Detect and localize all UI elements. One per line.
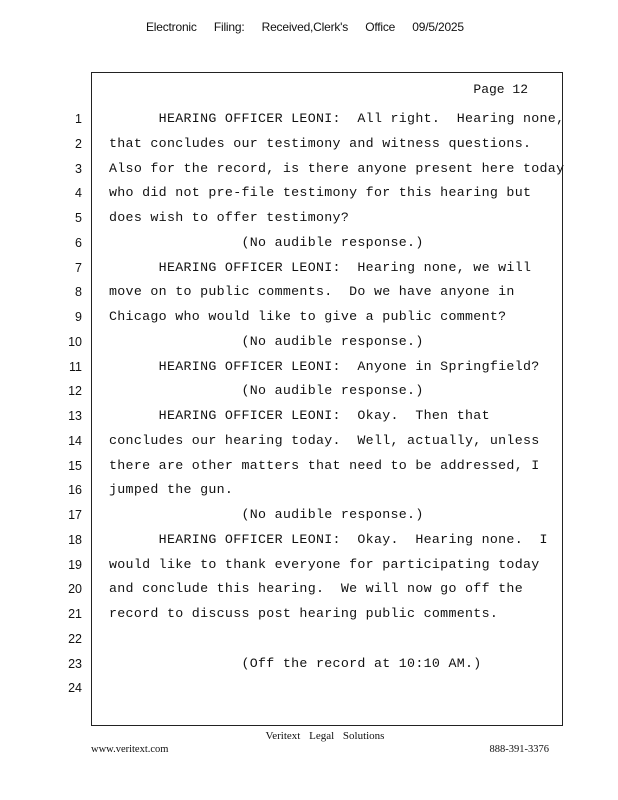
line-number: 5 — [75, 211, 82, 225]
transcript-line — [0, 359, 618, 379]
transcript-line — [0, 482, 618, 502]
header-electronic: Electronic — [146, 20, 197, 34]
transcript-line — [0, 334, 618, 354]
line-number: 18 — [68, 532, 82, 547]
line-text: HEARING OFFICER LEONI: Anyone in Springfield? — [109, 358, 540, 374]
line-text: who did not pre-file testimony for this hearing but — [109, 185, 532, 201]
transcript-line — [0, 185, 618, 205]
line-number: 19 — [68, 557, 82, 572]
line-number: 8 — [75, 285, 82, 300]
header-received-clerks: Received,Clerk's — [261, 20, 349, 34]
line-text: and conclude this hearing. We will now go off the — [109, 581, 523, 597]
line-text: that concludes our testimony and witness questions. — [109, 135, 532, 151]
line-number: 16 — [68, 483, 82, 498]
line-number: 1 — [75, 112, 82, 126]
line-number: 9 — [75, 310, 82, 324]
line-number: 12 — [68, 384, 82, 399]
line-text: concludes our hearing today. Well, actually, unless — [109, 432, 540, 448]
line-text: (Off the record at 10:10 AM.) — [109, 655, 482, 671]
line-text: HEARING OFFICER LEONI: Hearing none, we will — [109, 259, 532, 275]
transcript-line — [0, 532, 618, 552]
line-text: HEARING OFFICER LEONI: All right. Hearing none, — [109, 111, 565, 126]
line-text: record to discuss post hearing public comments. — [109, 606, 499, 621]
line-text: HEARING OFFICER LEONI: Okay. Hearing none. I — [109, 531, 548, 547]
line-number: 2 — [75, 136, 82, 151]
line-number: 7 — [75, 260, 82, 275]
line-number: 22 — [68, 631, 82, 646]
footer-phone: 888-391-3376 — [489, 744, 549, 755]
line-text: (No audible response.) — [109, 333, 424, 349]
line-number: 14 — [68, 433, 82, 448]
line-text: Also for the record, is there anyone present here today — [109, 160, 565, 176]
transcript-line — [0, 210, 618, 230]
transcript-line — [0, 557, 618, 577]
line-number: 23 — [68, 656, 82, 671]
line-text: move on to public comments. Do we have anyone in — [109, 284, 515, 300]
transcript-line — [0, 680, 618, 700]
line-number: 10 — [68, 334, 82, 349]
filing-stamp-header — [146, 20, 478, 34]
transcript-line — [0, 458, 618, 478]
transcript-line — [0, 111, 618, 131]
line-number: 4 — [75, 186, 82, 201]
page-number: Page 12 — [473, 82, 528, 97]
line-number: 6 — [75, 235, 82, 250]
transcript-line — [0, 260, 618, 280]
line-number: 3 — [75, 161, 82, 176]
header-office: Office — [365, 20, 396, 34]
line-text: does wish to offer testimony? — [109, 210, 350, 225]
line-text: jumped the gun. — [109, 482, 234, 498]
line-number: 21 — [68, 607, 82, 621]
line-text: (No audible response.) — [109, 234, 424, 250]
line-text: Chicago who would like to give a public comment? — [109, 309, 507, 324]
line-number: 20 — [68, 582, 82, 597]
line-number: 24 — [68, 681, 82, 696]
transcript-line — [0, 631, 618, 651]
transcript-line — [0, 581, 618, 601]
transcript-line — [0, 433, 618, 453]
transcript-line — [0, 284, 618, 304]
footer-website: www.veritext.com — [91, 744, 169, 755]
transcript-line — [0, 606, 618, 626]
line-number: 13 — [68, 409, 82, 423]
transcript-line — [0, 309, 618, 329]
transcript-line — [0, 408, 618, 428]
transcript-line — [0, 136, 618, 156]
line-text: (No audible response.) — [109, 383, 424, 399]
line-number: 17 — [68, 508, 82, 522]
line-text: there are other matters that need to be addressed, I — [109, 457, 540, 473]
line-text: HEARING OFFICER LEONI: Okay. Then that — [109, 408, 490, 423]
footer-company: Veritext Legal Solutions — [265, 730, 385, 742]
header-filing: Filing: — [213, 20, 245, 34]
line-number: 15 — [68, 458, 82, 473]
transcript-line — [0, 235, 618, 255]
line-text: would like to thank everyone for participating today — [109, 556, 540, 572]
transcript-line — [0, 161, 618, 181]
header-date: 09/5/2025 — [412, 20, 464, 34]
transcript-line — [0, 656, 618, 676]
line-text: (No audible response.) — [109, 507, 424, 522]
line-number: 11 — [69, 359, 82, 374]
transcript-line — [0, 507, 618, 527]
transcript-line — [0, 383, 618, 403]
